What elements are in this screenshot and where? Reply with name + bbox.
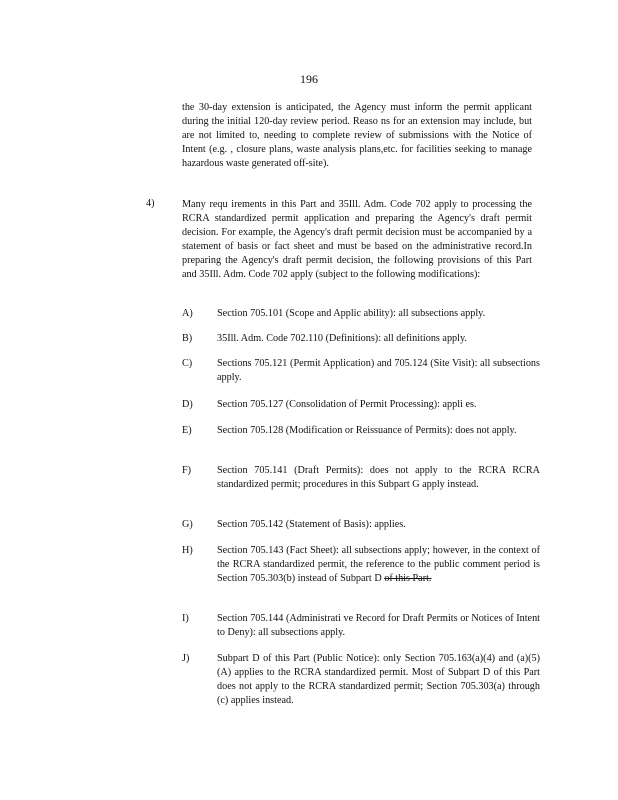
subitem-label: I) — [182, 613, 189, 624]
subitem-label: E) — [182, 425, 192, 436]
item-4-label: 4) — [146, 198, 155, 209]
subitem-text: Section 705.144 (Administrati ve Record for Draft Permits or Notices of Intent to Deny): all subsections apply. — [217, 613, 540, 638]
subitem-text: Section 705.128 (Modification or Reissuance of Permits): does not apply. — [217, 425, 517, 436]
subitem-label: D) — [182, 399, 193, 410]
item-4-text: Many requ irements in this Part and 35Ill. Adm. Code 702 apply to processing the RCRA standardized permit application and preparing the Agency's draft permit decision. For example, the Agency's draft permit decision must be accompanied by a statement of basis or fact sheet and must be based on the administrative record.In preparing the Agency's draft permit decision, the following provisions of this Part and 35Ill. Adm. Code 702 apply (subject to the following modifications): — [182, 199, 532, 280]
subitem-label: H) — [182, 545, 193, 556]
subitem-text: Section 705.101 (Scope and Applic ability): all subsections apply. — [217, 308, 486, 319]
struck-text: of this Part. — [384, 572, 432, 584]
subitem-label: C) — [182, 358, 193, 369]
page-number: 196 — [300, 72, 318, 86]
subitem-text: Subpart D of this Part (Public Notice): only Section 705.163(a)(4) and (a)(5)(A) applies to the RCRA standardized permit. Most of Subpart D of this Part does not apply to the RCRA standardized permit; Section 705.303(a) through (c) applies instead. — [217, 653, 540, 706]
subitem-text: 35Ill. Adm. Code 702.110 (Definitions): all definitions apply. — [217, 333, 467, 344]
subitem-label: F) — [182, 465, 192, 476]
subitem-text: Sections 705.121 (Permit Application) and 705.124 (Site Visit): all subsections apply. — [217, 358, 540, 383]
subitem-label: G) — [182, 519, 193, 530]
subitem-label: B) — [182, 333, 193, 344]
subitem-label: J) — [182, 653, 190, 664]
subitem-text — [217, 544, 540, 586]
subitem-text: Section 705.141 (Draft Permits): does not apply to the RCRA RCRA standardized permit; procedures in this Subpart G apply instead. — [217, 465, 540, 490]
intro-paragraph: the 30-day extension is anticipated, the Agency must inform the permit applicant during the initial 120-day review period. Reaso ns for an extension may include, but are not limited to, needing to complete review of submissions with the Notice of Intent (e.g. , closure plans, waste analysis plans,etc. for facilities seeking to manage hazardous waste generated off-site). — [182, 102, 532, 169]
subitem-text: Section 705.142 (Statement of Basis): applies. — [217, 519, 406, 530]
subitem-label: A) — [182, 308, 193, 319]
subitem-text: Section 705.127 (Consolidation of Permit Processing): appli es. — [217, 399, 477, 410]
subitem-text-main: Section 705.143 (Fact Sheet): all subsections apply; however, in the context of the RCRA standardized permit, the reference to the public comment period is Section 705.303(b) instead of Subpart D — [217, 545, 540, 584]
